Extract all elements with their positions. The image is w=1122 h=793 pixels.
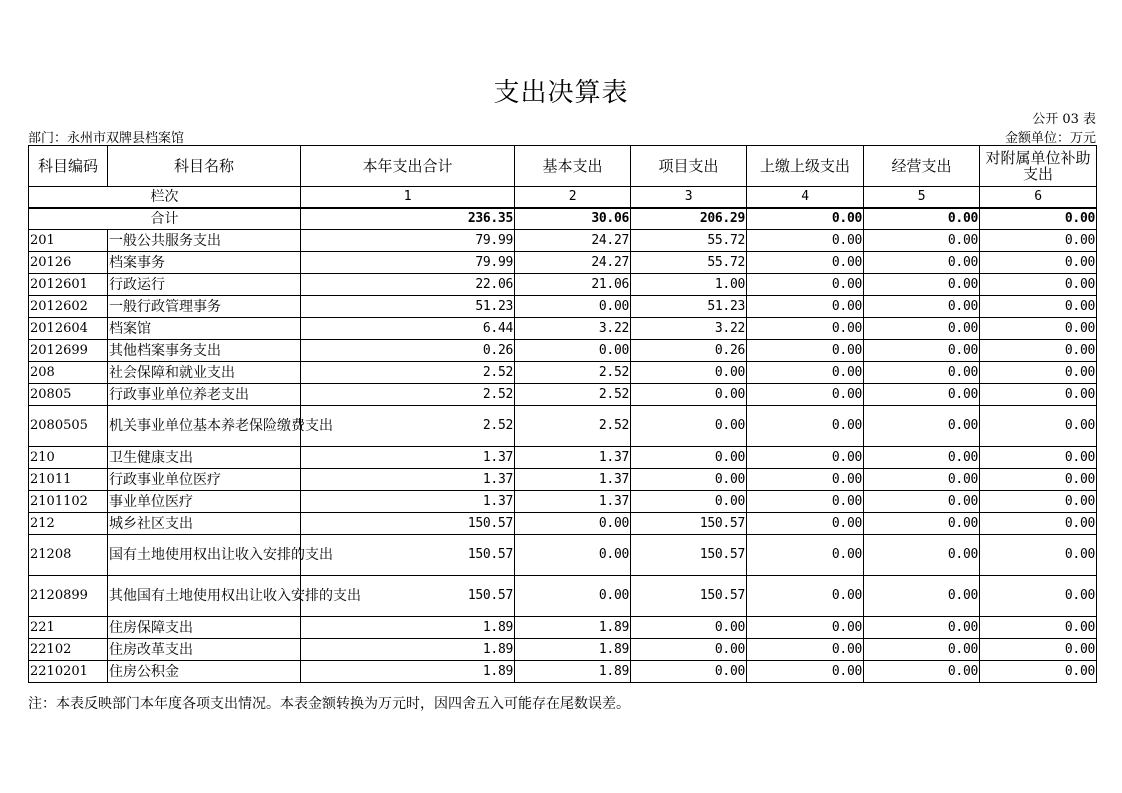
amount-cell: 0.00	[980, 252, 1097, 274]
subject-name: 事业单位医疗	[108, 491, 301, 513]
amount-cell: 0.00	[631, 362, 747, 384]
amount-cell: 1.89	[301, 639, 515, 661]
amount-cell: 3.22	[515, 318, 631, 340]
unit-label: 金额单位：万元	[1004, 131, 1096, 146]
amount-cell: 0.00	[515, 535, 631, 576]
amount-cell: 0.26	[631, 340, 747, 362]
amount-cell: 0.00	[631, 469, 747, 491]
amount-cell: 55.72	[631, 230, 747, 252]
amount-cell: 0.00	[631, 406, 747, 447]
amount-cell: 1.89	[301, 661, 515, 683]
subject-code: 22102	[29, 639, 108, 661]
amount-cell: 150.57	[631, 576, 747, 617]
subject-name: 行政事业单位养老支出	[108, 384, 301, 406]
table-row	[29, 230, 1097, 252]
column-number: 3	[631, 187, 747, 209]
amount-cell: 0.00	[747, 318, 864, 340]
header-cell: 本年支出合计	[301, 146, 515, 187]
subject-name: 一般公共服务支出	[108, 230, 301, 252]
amount-cell: 21.06	[515, 274, 631, 296]
amount-cell: 0.00	[747, 296, 864, 318]
table-row	[29, 513, 1097, 535]
table-row	[29, 340, 1097, 362]
amount-cell: 0.00	[980, 535, 1097, 576]
amount-cell: 0.00	[747, 447, 864, 469]
amount-cell: 0.00	[980, 296, 1097, 318]
subject-code: 2101102	[29, 491, 108, 513]
amount-cell: 0.00	[747, 617, 864, 639]
header-cell: 对附属单位补助支出	[980, 146, 1097, 187]
table-row	[29, 252, 1097, 274]
header-cell: 经营支出	[864, 146, 980, 187]
subject-name: 档案事务	[108, 252, 301, 274]
amount-cell: 0.00	[980, 274, 1097, 296]
amount-cell: 0.00	[980, 513, 1097, 535]
amount-cell: 0.00	[747, 639, 864, 661]
column-number: 4	[747, 187, 864, 209]
amount-cell: 0.00	[747, 230, 864, 252]
table-row	[29, 406, 1097, 447]
table-row	[29, 384, 1097, 406]
amount-cell: 0.00	[980, 384, 1097, 406]
subject-name: 档案馆	[108, 318, 301, 340]
amount-cell: 0.00	[631, 661, 747, 683]
amount-cell: 0.00	[864, 617, 980, 639]
amount-cell: 0.00	[980, 447, 1097, 469]
amount-cell: 6.44	[301, 318, 515, 340]
total-value: 0.00	[747, 208, 864, 230]
amount-cell: 2.52	[301, 406, 515, 447]
amount-cell: 2.52	[515, 384, 631, 406]
amount-cell: 0.00	[980, 491, 1097, 513]
page-title: 支出决算表	[493, 78, 629, 108]
amount-cell: 0.00	[864, 469, 980, 491]
amount-cell: 0.00	[747, 406, 864, 447]
header-cell: 科目编码	[29, 146, 108, 187]
amount-cell: 150.57	[301, 576, 515, 617]
amount-cell: 0.00	[864, 252, 980, 274]
amount-cell: 79.99	[301, 230, 515, 252]
amount-cell: 0.00	[980, 617, 1097, 639]
amount-cell: 0.00	[980, 406, 1097, 447]
table-row	[29, 296, 1097, 318]
subject-code: 20805	[29, 384, 108, 406]
amount-cell: 1.37	[301, 469, 515, 491]
subject-name: 住房公积金	[108, 661, 301, 683]
amount-cell: 0.00	[864, 513, 980, 535]
amount-cell: 0.00	[980, 340, 1097, 362]
subject-code: 2012602	[29, 296, 108, 318]
column-number: 1	[301, 187, 515, 209]
amount-cell: 0.00	[980, 639, 1097, 661]
amount-cell: 0.00	[980, 661, 1097, 683]
amount-cell: 0.00	[864, 318, 980, 340]
amount-cell: 1.89	[515, 661, 631, 683]
subject-name: 社会保障和就业支出	[108, 362, 301, 384]
amount-cell: 0.00	[980, 469, 1097, 491]
total-value: 30.06	[515, 208, 631, 230]
subject-code: 2012699	[29, 340, 108, 362]
amount-cell: 0.00	[864, 639, 980, 661]
total-value: 0.00	[980, 208, 1097, 230]
amount-cell: 0.00	[631, 491, 747, 513]
total-value: 0.00	[864, 208, 980, 230]
amount-cell: 2.52	[301, 362, 515, 384]
amount-cell: 0.00	[864, 340, 980, 362]
subject-code: 20126	[29, 252, 108, 274]
column-number: 2	[515, 187, 631, 209]
amount-cell: 2.52	[301, 384, 515, 406]
table-row	[29, 469, 1097, 491]
expenditure-table	[28, 145, 1097, 683]
amount-cell: 1.89	[515, 617, 631, 639]
amount-cell: 0.00	[747, 661, 864, 683]
header-cell: 项目支出	[631, 146, 747, 187]
subject-name: 行政事业单位医疗	[108, 469, 301, 491]
column-number-row	[29, 187, 1097, 209]
amount-cell: 0.00	[864, 274, 980, 296]
amount-cell: 51.23	[301, 296, 515, 318]
total-value: 206.29	[631, 208, 747, 230]
amount-cell: 0.26	[301, 340, 515, 362]
column-number-label: 栏次	[29, 187, 301, 209]
amount-cell: 24.27	[515, 230, 631, 252]
subject-name: 卫生健康支出	[108, 447, 301, 469]
total-label: 合计	[29, 208, 301, 230]
column-number: 5	[864, 187, 980, 209]
amount-cell: 0.00	[747, 576, 864, 617]
amount-cell: 0.00	[747, 469, 864, 491]
amount-cell: 2.52	[515, 362, 631, 384]
amount-cell: 0.00	[864, 362, 980, 384]
amount-cell: 1.89	[515, 639, 631, 661]
amount-cell: 0.00	[864, 296, 980, 318]
header-cell: 科目名称	[108, 146, 301, 187]
amount-cell: 0.00	[515, 576, 631, 617]
amount-cell: 0.00	[864, 384, 980, 406]
header-cell: 上缴上级支出	[747, 146, 864, 187]
amount-cell: 0.00	[631, 447, 747, 469]
amount-cell: 1.37	[515, 447, 631, 469]
amount-cell: 0.00	[864, 230, 980, 252]
amount-cell: 79.99	[301, 252, 515, 274]
subject-code: 208	[29, 362, 108, 384]
amount-cell: 0.00	[631, 617, 747, 639]
amount-cell: 150.57	[631, 513, 747, 535]
amount-cell: 0.00	[747, 384, 864, 406]
total-value: 236.35	[301, 208, 515, 230]
form-code: 公开 03 表	[1032, 112, 1096, 127]
amount-cell: 0.00	[864, 406, 980, 447]
amount-cell: 0.00	[747, 513, 864, 535]
subject-code: 2080505	[29, 406, 108, 447]
subject-code: 210	[29, 447, 108, 469]
footnote: 注：本表反映部门本年度各项支出情况。本表金额转换为万元时，因四舍五入可能存在尾数误差。	[28, 696, 630, 712]
amount-cell: 0.00	[747, 491, 864, 513]
amount-cell: 1.89	[301, 617, 515, 639]
amount-cell: 0.00	[747, 535, 864, 576]
subject-code: 212	[29, 513, 108, 535]
amount-cell: 2.52	[515, 406, 631, 447]
subject-code: 21011	[29, 469, 108, 491]
amount-cell: 0.00	[864, 576, 980, 617]
amount-cell: 0.00	[515, 340, 631, 362]
table-row	[29, 274, 1097, 296]
amount-cell: 0.00	[515, 513, 631, 535]
subject-name: 机关事业单位基本养老保险缴费支出	[108, 406, 301, 447]
table-row	[29, 617, 1097, 639]
amount-cell: 150.57	[301, 535, 515, 576]
amount-cell: 1.37	[515, 491, 631, 513]
subject-code: 2012601	[29, 274, 108, 296]
amount-cell: 0.00	[747, 274, 864, 296]
subject-code: 221	[29, 617, 108, 639]
amount-cell: 0.00	[980, 230, 1097, 252]
subject-name: 住房改革支出	[108, 639, 301, 661]
table-row	[29, 639, 1097, 661]
amount-cell: 150.57	[631, 535, 747, 576]
amount-cell: 22.06	[301, 274, 515, 296]
header-cell: 基本支出	[515, 146, 631, 187]
amount-cell: 1.37	[515, 469, 631, 491]
department-label: 部门：永州市双牌县档案馆	[28, 131, 185, 146]
amount-cell: 0.00	[980, 576, 1097, 617]
subject-name: 城乡社区支出	[108, 513, 301, 535]
amount-cell: 0.00	[631, 639, 747, 661]
subject-name: 其他档案事务支出	[108, 340, 301, 362]
amount-cell: 0.00	[864, 491, 980, 513]
amount-cell: 55.72	[631, 252, 747, 274]
subject-code: 21208	[29, 535, 108, 576]
table-row	[29, 447, 1097, 469]
amount-cell: 1.37	[301, 491, 515, 513]
subject-code: 2120899	[29, 576, 108, 617]
amount-cell: 0.00	[864, 661, 980, 683]
subject-name: 其他国有土地使用权出让收入安排的支出	[108, 576, 301, 617]
amount-cell: 0.00	[864, 447, 980, 469]
column-number: 6	[980, 187, 1097, 209]
subject-code: 2012604	[29, 318, 108, 340]
amount-cell: 0.00	[515, 296, 631, 318]
amount-cell: 24.27	[515, 252, 631, 274]
amount-cell: 1.00	[631, 274, 747, 296]
subject-name: 一般行政管理事务	[108, 296, 301, 318]
amount-cell: 0.00	[747, 362, 864, 384]
subject-code: 2210201	[29, 661, 108, 683]
amount-cell: 51.23	[631, 296, 747, 318]
amount-cell: 150.57	[301, 513, 515, 535]
amount-cell: 0.00	[631, 384, 747, 406]
table-row	[29, 535, 1097, 576]
subject-name: 国有土地使用权出让收入安排的支出	[108, 535, 301, 576]
amount-cell: 3.22	[631, 318, 747, 340]
amount-cell: 0.00	[747, 340, 864, 362]
amount-cell: 0.00	[980, 362, 1097, 384]
amount-cell: 0.00	[980, 318, 1097, 340]
table-row	[29, 362, 1097, 384]
subject-code: 201	[29, 230, 108, 252]
amount-cell: 0.00	[747, 252, 864, 274]
table-row	[29, 491, 1097, 513]
amount-cell: 1.37	[301, 447, 515, 469]
subject-name: 行政运行	[108, 274, 301, 296]
header-row	[29, 146, 1097, 187]
table-row	[29, 661, 1097, 683]
table-row	[29, 576, 1097, 617]
subject-name: 住房保障支出	[108, 617, 301, 639]
amount-cell: 0.00	[864, 535, 980, 576]
table-row	[29, 318, 1097, 340]
total-row	[29, 208, 1097, 230]
